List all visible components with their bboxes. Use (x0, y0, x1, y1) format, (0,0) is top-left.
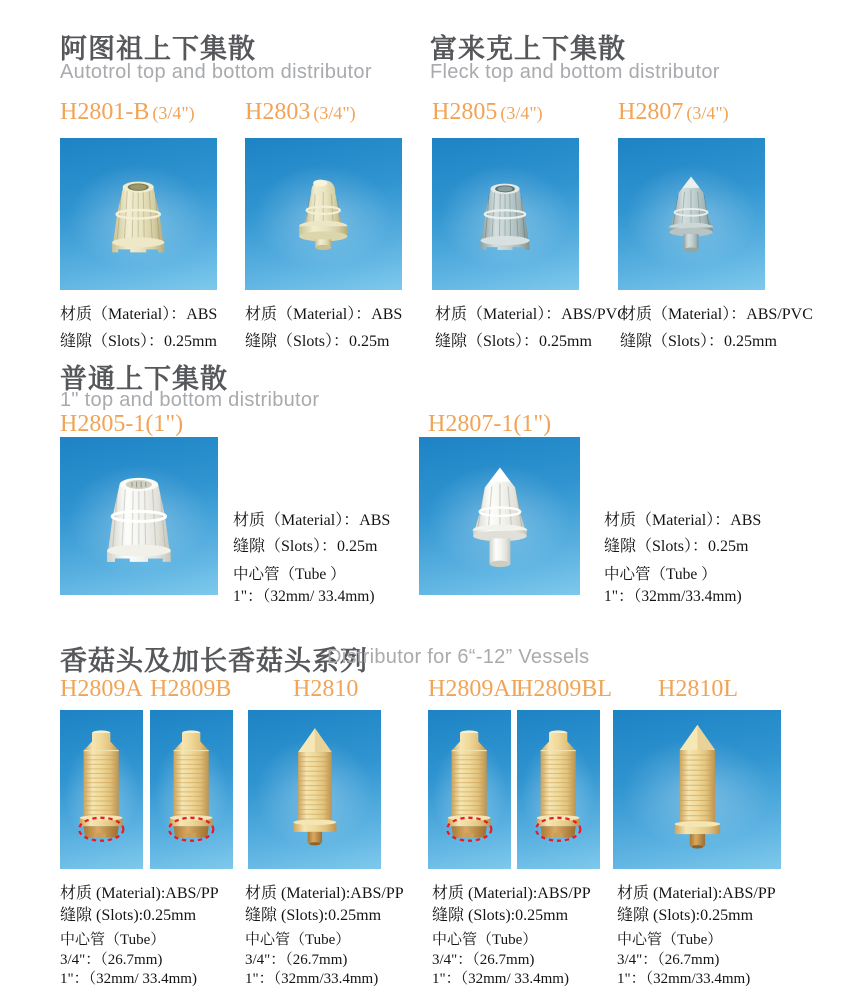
photo-box-h2807-1 (419, 437, 580, 595)
photo-box-h2809a (60, 710, 143, 869)
photo-box-h2805-1 (60, 437, 218, 595)
spec-material: 材质（Material）：ABS (604, 512, 762, 529)
section-title-mushroom-cn: 香菇头及加长香菇头系列 (60, 646, 368, 676)
spec-tube-1inch: 1"：（32mm/33.4mm) (245, 971, 379, 987)
spec-tube-1inch: 1"：（32mm/ 33.4mm) (233, 588, 375, 605)
code-text: H2805 (432, 99, 498, 125)
code-size: (3/4") (686, 103, 729, 123)
spec-tube-1inch: 1"：（32mm/33.4mm) (617, 971, 751, 987)
product-code-h2809bl: H2809BL (516, 676, 612, 702)
spec-tube-label: 中心管（Tube ） (233, 566, 346, 583)
spec-tube-label: 中心管（Tube） (245, 932, 351, 948)
section-title-1inch-cn: 普通上下集散 (60, 364, 228, 394)
spec-slots: 缝隙 (Slots):0.25mm (245, 907, 382, 924)
distributor-photo-h2803 (273, 158, 373, 270)
code-size: (3/4") (152, 103, 195, 123)
photo-box-h2805 (432, 138, 579, 290)
spec-block-h2805-1 (233, 508, 390, 608)
spec-block-h2801b (60, 301, 217, 355)
distributor-photo-h2809a (63, 718, 139, 861)
spec-tube-34inch: 3/4"：（26.7mm) (245, 951, 348, 968)
spec-slots: 缝隙（Slots）：0.25mm (60, 333, 217, 350)
spec-material: 材质（Material）：ABS (233, 512, 391, 529)
distributor-photo-h2810 (275, 718, 355, 861)
distributor-photo-h2809b (153, 718, 229, 861)
photo-box-h2810 (248, 710, 381, 869)
code-size: (3/4") (500, 103, 543, 123)
section-title-autotrol-cn: 阿图祖上下集散 (60, 34, 256, 64)
spec-tube-34inch: 3/4"：（26.7mm) (60, 951, 163, 968)
spec-slots: 缝隙 (Slots):0.25mm (617, 907, 754, 924)
spec-material: 材质（Material）：ABS (245, 306, 403, 323)
code-size: (3/4") (313, 103, 356, 123)
spec-tube-label: 中心管（Tube） (432, 932, 538, 948)
distributor-photo-h2801b (88, 158, 188, 270)
photo-box-h2801b (60, 138, 217, 290)
product-code-h2805-1: H2805-1(1") (60, 411, 184, 437)
product-code-h2809a: H2809A (60, 676, 143, 702)
spec-material: 材质（Material）：ABS/PVC (435, 306, 628, 323)
spec-slots: 缝隙（Slots）：0.25m (604, 538, 749, 555)
section-title-1inch-en: 1" top and bottom distributor (60, 389, 320, 411)
spec-slots: 缝隙（Slots）：0.25m (245, 333, 390, 350)
code-text: H2807 (618, 99, 684, 125)
spec-material: 材质 (Material):ABS/PP (432, 885, 591, 902)
spec-tube-34inch: 3/4"：（26.7mm) (432, 951, 535, 968)
spec-material: 材质 (Material):ABS/PP (245, 885, 404, 902)
distributor-photo-h2810l (647, 718, 748, 861)
spec-material: 材质（Material）：ABS (60, 306, 218, 323)
spec-material: 材质 (Material):ABS/PP (617, 885, 776, 902)
photo-box-h2809al (428, 710, 511, 869)
code-text: H2803 (245, 99, 311, 125)
spec-tube-1inch: 1"：（32mm/ 33.4mm) (432, 971, 569, 987)
distributor-photo-h2807 (644, 158, 738, 270)
product-code-h2807-1: H2807-1(1") (428, 411, 552, 437)
spec-block-h2809albl (432, 883, 591, 990)
distributor-photo-h2807-1 (442, 450, 558, 583)
spec-slots: 缝隙（Slots）：0.25mm (435, 333, 592, 350)
spec-tube-label: 中心管（Tube） (617, 932, 723, 948)
product-code-h2805 (432, 99, 543, 126)
spec-tube-34inch: 3/4"：（26.7mm) (617, 951, 720, 968)
spec-tube-1inch: 1"：（32mm/ 33.4mm) (60, 971, 197, 987)
photo-box-h2803 (245, 138, 402, 290)
spec-slots: 缝隙（Slots）：0.25m (233, 538, 378, 555)
distributor-photo-h2809bl (520, 718, 596, 861)
section-title-mushroom-en: Distributor for 6“-12” Vessels (327, 646, 590, 668)
section-title-autotrol-en: Autotrol top and bottom distributor (60, 61, 372, 83)
product-code-h2809b: H2809B (150, 676, 232, 702)
product-code-h2810: H2810 (293, 676, 359, 702)
distributor-photo-h2805-1 (82, 450, 196, 583)
product-code-h2810l: H2810L (658, 676, 738, 702)
product-code-h2809al: H2809AL (428, 676, 526, 702)
spec-block-h2807-1 (604, 508, 761, 608)
spec-material: 材质（Material）：ABS/PVC (620, 306, 813, 323)
photo-box-h2809bl (517, 710, 600, 869)
photo-box-h2807 (618, 138, 765, 290)
spec-block-h2803 (245, 301, 402, 355)
product-code-h2807 (618, 99, 729, 126)
spec-block-h2810l (617, 883, 776, 990)
section-title-fleck-en: Fleck top and bottom distributor (430, 61, 720, 83)
distributor-photo-h2809al (431, 718, 507, 861)
spec-block-h2805 (435, 301, 628, 355)
product-code-h2801b (60, 99, 195, 126)
spec-tube-label: 中心管（Tube ） (604, 566, 717, 583)
spec-material: 材质 (Material):ABS/PP (60, 885, 219, 902)
section-title-fleck-cn: 富来克上下集散 (430, 34, 626, 64)
spec-slots: 缝隙（Slots）：0.25mm (620, 333, 777, 350)
photo-box-h2810l (613, 710, 781, 869)
spec-tube-label: 中心管（Tube） (60, 932, 166, 948)
photo-box-h2809b (150, 710, 233, 869)
code-text: H2801-B (60, 99, 150, 125)
product-code-h2803 (245, 99, 356, 126)
spec-block-h2810 (245, 883, 404, 990)
spec-slots: 缝隙 (Slots):0.25mm (432, 907, 569, 924)
distributor-photo-h2805 (458, 158, 552, 270)
spec-tube-1inch: 1"：（32mm/33.4mm) (604, 588, 742, 605)
spec-slots: 缝隙 (Slots):0.25mm (60, 907, 197, 924)
spec-block-h2809ab (60, 883, 219, 990)
spec-block-h2807 (620, 301, 813, 355)
